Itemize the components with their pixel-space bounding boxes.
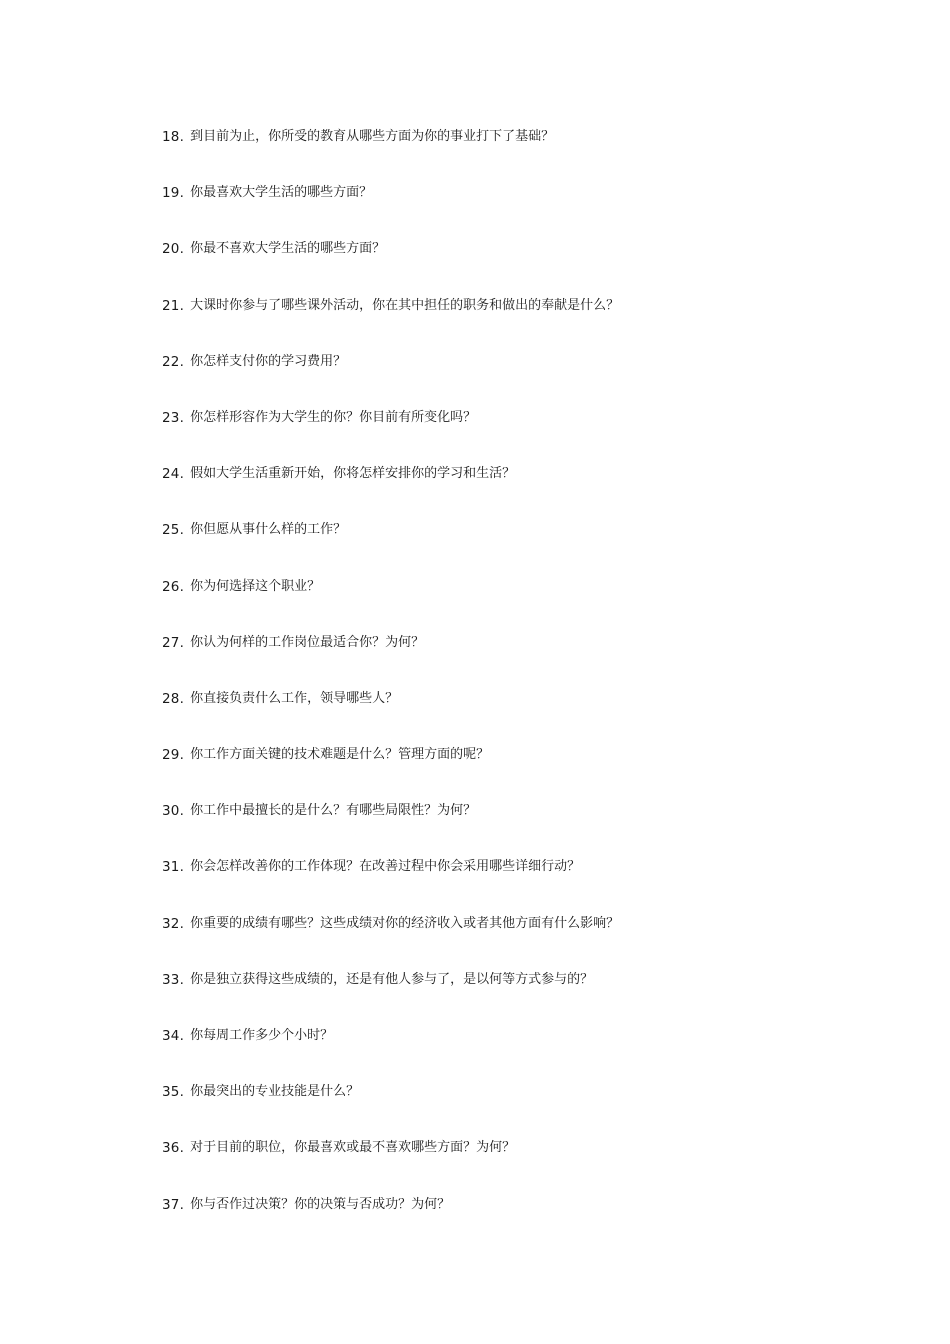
list-item — [162, 351, 862, 407]
question-text: 你怎样形容作为大学生的你？你目前有所变化吗？ — [190, 409, 477, 425]
question-number: 20. — [162, 241, 185, 258]
question-text: 你最突出的专业技能是什么？ — [190, 1084, 360, 1100]
question-number: 22. — [162, 353, 185, 370]
list-item — [162, 463, 862, 519]
question-number: 27. — [162, 634, 185, 651]
question-text: 你重要的成绩有哪些？这些成绩对你的经济收入或者其他方面有什么影响？ — [190, 915, 620, 931]
list-item — [162, 182, 862, 238]
list-item — [162, 1081, 862, 1137]
question-number: 23. — [162, 409, 185, 426]
question-text: 你会怎样改善你的工作体现？在改善过程中你会采用哪些详细行动？ — [190, 859, 581, 875]
question-number: 25. — [162, 522, 185, 539]
question-number: 37. — [162, 1196, 185, 1213]
question-text: 假如大学生活重新开始，你将怎样安排你的学习和生活？ — [190, 466, 516, 482]
question-number: 28. — [162, 690, 185, 707]
question-number: 34. — [162, 1028, 185, 1044]
question-text: 你认为何样的工作岗位最适合你？为何？ — [190, 634, 425, 650]
question-text: 你工作方面关键的技术难题是什么？管理方面的呢？ — [190, 747, 490, 763]
list-item — [162, 576, 862, 632]
list-item — [162, 238, 862, 294]
list-item — [162, 1025, 862, 1081]
question-text: 你是独立获得这些成绩的，还是有他人参与了，是以何等方式参与的？ — [190, 971, 594, 987]
question-text: 你最喜欢大学生活的哪些方面？ — [190, 185, 373, 201]
list-item — [162, 519, 862, 575]
list-item — [162, 800, 862, 856]
question-text: 你直接负责什么工作，领导哪些人？ — [190, 690, 399, 706]
question-text: 你与否作过决策？你的决策与否成功？为何？ — [190, 1196, 451, 1212]
question-text: 大课时你参与了哪些课外活动，你在其中担任的职务和做出的奉献是什么？ — [190, 297, 620, 313]
question-number: 24. — [162, 466, 185, 483]
list-item — [162, 913, 862, 969]
question-number: 33. — [162, 971, 185, 988]
question-number: 26. — [162, 578, 185, 595]
question-number: 19. — [162, 185, 185, 202]
list-item — [162, 1194, 862, 1250]
question-number: 32. — [162, 915, 185, 932]
question-list — [162, 126, 862, 1250]
question-number: 29. — [162, 747, 185, 764]
question-text: 你为何选择这个职业？ — [190, 578, 321, 594]
list-item — [162, 407, 862, 463]
list-item — [162, 856, 862, 912]
list-item — [162, 295, 862, 351]
question-text: 你每周工作多少个小时？ — [190, 1028, 334, 1043]
question-text: 你怎样支付你的学习费用？ — [190, 353, 347, 369]
list-item — [162, 969, 862, 1025]
list-item — [162, 1137, 862, 1193]
list-item — [162, 126, 862, 182]
question-text: 到目前为止，你所受的教育从哪些方面为你的事业打下了基础？ — [190, 129, 555, 144]
list-item — [162, 632, 862, 688]
question-number: 30. — [162, 803, 185, 820]
question-text: 对于目前的职位，你最喜欢或最不喜欢哪些方面？为何？ — [190, 1140, 516, 1156]
question-text: 你工作中最擅长的是什么？有哪些局限性？为何？ — [190, 803, 477, 819]
question-text: 你最不喜欢大学生活的哪些方面？ — [190, 241, 386, 257]
question-text: 你但愿从事什么样的工作？ — [190, 522, 347, 538]
list-item — [162, 688, 862, 744]
question-number: 18. — [162, 129, 185, 145]
list-item — [162, 744, 862, 800]
question-number: 36. — [162, 1140, 185, 1157]
question-number: 31. — [162, 859, 185, 876]
question-number: 35. — [162, 1084, 185, 1101]
question-number: 21. — [162, 297, 185, 314]
